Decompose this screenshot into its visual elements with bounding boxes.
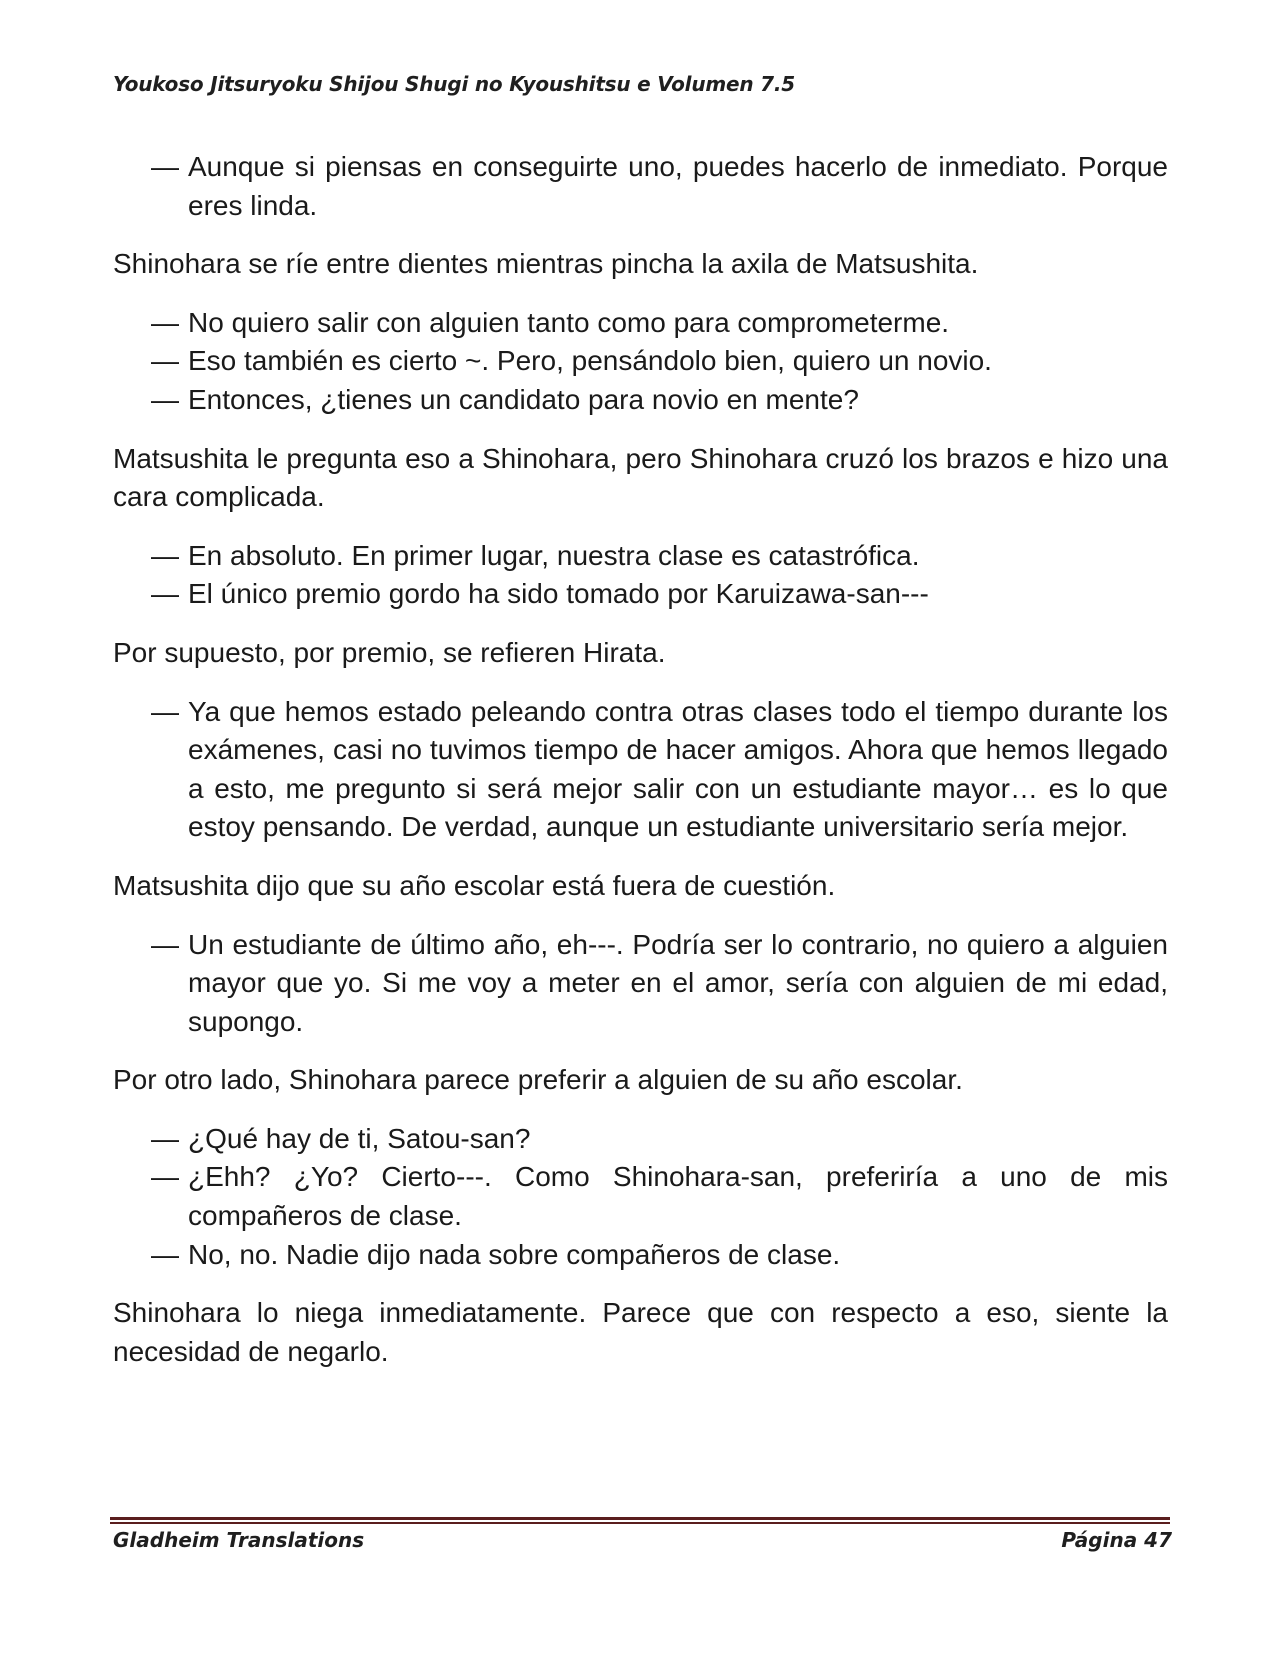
footer-translator: Gladheim Translations [113,1528,365,1552]
dialogue-text: No quiero salir con alguien tanto como para comprometerme. [188,306,950,338]
dialogue-group [113,693,1168,847]
dialogue-line [113,304,1168,343]
dialogue-text: Un estudiante de último año, eh---. Podría ser lo contrario, no quiero a alguien mayor que yo. Si me voy a meter en el amor, sería con alguien de mi edad, supongo. [188,928,1168,1037]
dialogue-group [113,926,1168,1042]
dialogue-line [113,148,1168,225]
narration-paragraph: Matsushita le pregunta eso a Shinohara, pero Shinohara cruzó los brazos e hizo una cara complicada. [113,442,1168,513]
dialogue-text: Ya que hemos estado peleando contra otras clases todo el tiempo durante los exámenes, casi no tuvimos tiempo de hacer amigos. Ahora que hemos llegado a esto, me pregunto si será mejor salir con un estudiante mayor… es lo que estoy pensando. De verdad, aunque un estudiante universitario sería mejor. [188,695,1168,843]
dialogue-dash: — [151,1238,179,1270]
dialogue-text: ¿Ehh? ¿Yo? Cierto---. Como Shinohara-san, preferiría a uno de mis compañeros de clase. [188,1161,1168,1232]
dialogue-line [113,1236,1168,1275]
dialogue-group [113,148,1168,225]
dialogue-dash: — [151,345,179,377]
dialogue-dash: — [151,695,179,727]
dialogue-text: Aunque si piensas en conseguirte uno, puedes hacerlo de inmediato. Porque eres linda. [188,151,1168,221]
dialogue-dash: — [151,1122,179,1154]
dialogue-group [113,1120,1168,1274]
footer-divider [110,1517,1170,1524]
dialogue-line [113,537,1168,576]
dialogue-text: Eso también es cierto ~. Pero, pensándolo bien, quiero un novio. [188,345,992,377]
dialogue-group [113,537,1168,614]
dialogue-line [113,342,1168,381]
dialogue-dash: — [151,539,179,571]
dialogue-text: No, no. Nadie dijo nada sobre compañeros de clase. [188,1238,841,1270]
dialogue-dash: — [151,1161,179,1193]
dialogue-line [113,381,1168,420]
dialogue-line [113,575,1168,614]
dialogue-text: Entonces, ¿tienes un candidato para novio en mente? [188,383,859,415]
narration-paragraph: Shinohara se ríe entre dientes mientras pincha la axila de Matsushita. [113,248,979,280]
dialogue-line [113,1120,1168,1159]
dialogue-line [113,693,1168,847]
footer-page-number: Página 47 [1061,1528,1172,1552]
body-text [113,148,1168,1391]
dialogue-line [113,926,1168,1042]
dialogue-text: ¿Qué hay de ti, Satou-san? [188,1122,531,1154]
dialogue-group [113,304,1168,420]
dialogue-dash: — [151,578,179,610]
narration-paragraph: Matsushita dijo que su año escolar está fuera de cuestión. [113,869,836,901]
dialogue-line [113,1158,1168,1235]
dialogue-dash: — [151,306,179,338]
dialogue-dash: — [151,383,179,415]
dialogue-text: En absoluto. En primer lugar, nuestra clase es catastrófica. [188,539,920,571]
narration-paragraph: Por otro lado, Shinohara parece preferir a alguien de su año escolar. [113,1064,963,1096]
dialogue-text: El único premio gordo ha sido tomado por Karuizawa-san--- [188,578,929,610]
dialogue-dash: — [151,151,179,182]
dialogue-dash: — [151,928,179,960]
running-header-title: Youkoso Jitsuryoku Shijou Shugi no Kyoushitsu e Volumen 7.5 [113,72,795,96]
narration-paragraph: Shinohara lo niega inmediatamente. Parece que con respecto a eso, siente la necesidad de negarlo. [113,1297,1168,1367]
narration-paragraph: Por supuesto, por premio, se refieren Hirata. [113,636,666,668]
